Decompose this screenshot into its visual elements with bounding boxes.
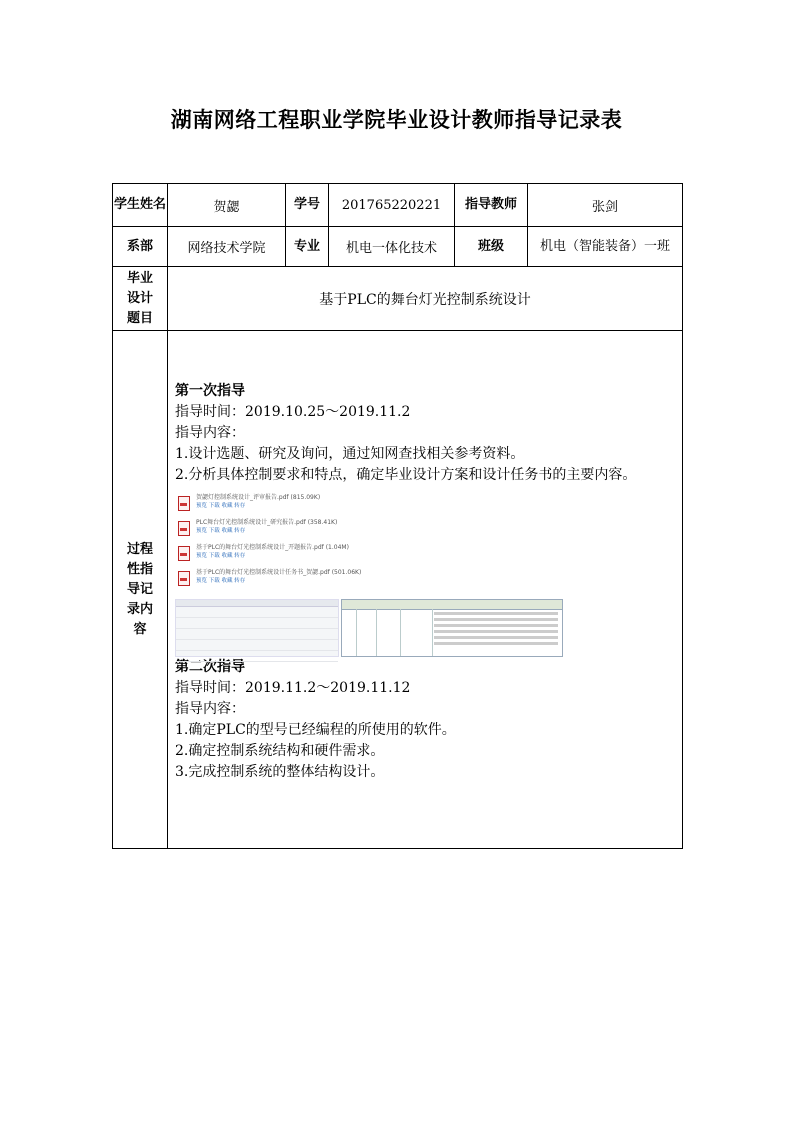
page-title: 湖南网络工程职业学院毕业设计教师指导记录表 (170, 108, 623, 132)
guidance-1-time: 指导时间：2019.10.25～2019.11.2 (175, 404, 411, 420)
student-name: 贺勰 (168, 184, 286, 227)
attachment-item[interactable]: 基于PLC的舞台灯光控制系统设计任务书_贺勰.pdf (501.06K) 预览 下载 收藏 转存 (175, 569, 676, 589)
label-department: 系部 (113, 227, 168, 267)
guidance-1-item-1: 1.设计选题、研究及询问，通过知网查找相关参考资料。 (175, 446, 525, 462)
pdf-icon (178, 521, 190, 536)
major: 机电一体化技术 (329, 227, 455, 267)
guidance-1-content-label: 指导内容： (175, 425, 245, 441)
class: 机电（智能装备）一班 (528, 227, 683, 267)
guidance-2-item-3: 3.完成控制系统的整体结构设计。 (175, 764, 385, 780)
student-id: 201765220221 (329, 184, 455, 227)
label-student-id: 学号 (286, 184, 329, 227)
row-department (113, 227, 683, 267)
guidance-2-heading: 第二次指导 (175, 659, 245, 675)
process-content (168, 331, 683, 849)
label-class: 班级 (455, 227, 528, 267)
label-major: 专业 (286, 227, 329, 267)
pdf-icon (178, 546, 190, 561)
guidance-2-item-2: 2.确定控制系统结构和硬件需求。 (175, 743, 385, 759)
thesis-title: 基于PLC的舞台灯光控制系统设计 (168, 267, 683, 331)
record-table (112, 183, 683, 849)
department: 网络技术学院 (168, 227, 286, 267)
spreadsheet-screenshot (341, 599, 563, 657)
label-process: 过程性指导记录内容 (113, 331, 168, 849)
pdf-icon (178, 496, 190, 511)
attachment-list (175, 494, 676, 589)
attachment-item[interactable]: 贺勰灯控制系统设计_评审报告.pdf (815.09K) 预览 下载 收藏 转存 (175, 494, 676, 514)
mail-list-screenshot (175, 599, 339, 657)
row-student (113, 184, 683, 227)
guidance-1-item-2: 2.分析具体控制要求和特点，确定毕业设计方案和设计任务书的主要内容。 (175, 467, 637, 483)
guidance-2-time: 指导时间：2019.11.2～2019.11.12 (175, 680, 411, 696)
guidance-1-heading: 第一次指导 (175, 383, 245, 399)
pdf-icon (178, 571, 190, 586)
embedded-screenshot (175, 599, 676, 657)
guidance-2-item-1: 1.确定PLC的型号已经编程的所使用的软件。 (175, 722, 456, 738)
attachment-item[interactable]: PLC舞台灯光控制系统设计_研究报告.pdf (358.41K) 预览 下载 收藏 转存 (175, 519, 676, 539)
row-thesis (113, 267, 683, 331)
attachment-item[interactable]: 基于PLC的舞台灯光控制系统设计_开题报告.pdf (1.04M) 预览 下载 收藏 转存 (175, 544, 676, 564)
label-advisor: 指导教师 (455, 184, 528, 227)
advisor: 张剑 (528, 184, 683, 227)
label-student-name: 学生姓名 (113, 184, 168, 227)
row-process (113, 331, 683, 849)
label-thesis-title: 毕业设计题目 (113, 267, 168, 331)
guidance-2-content-label: 指导内容： (175, 701, 245, 717)
